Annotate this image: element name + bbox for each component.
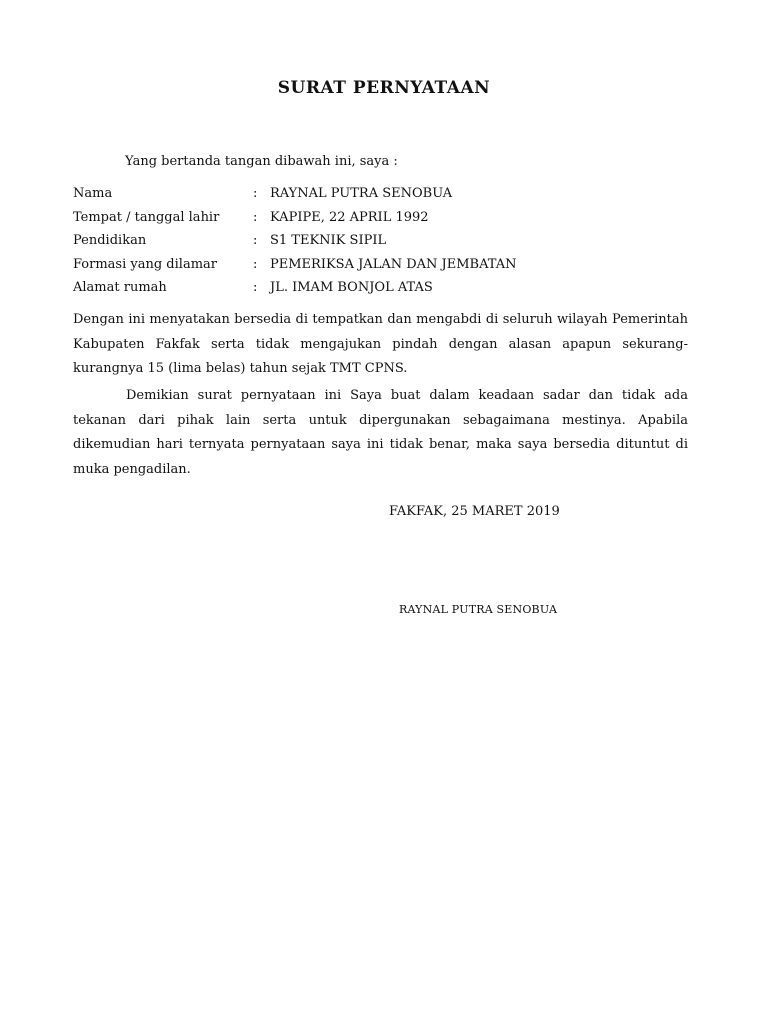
field-colon: : [253,280,258,295]
document-title: SURAT PERNYATAAN [277,78,491,98]
field-colon: : [253,256,258,272]
field-label: Nama [73,186,113,201]
field-label: Pendidikan [73,233,147,248]
field-label: Tempat / tanggal lahir [73,209,220,225]
statement-paragraph: Dengan ini menyatakan bersedia di tempatkan dan mengabdi di seluruh wilayah Pemerintah Kabupaten Fakfak serta tidak mengajukan pindah dengan alasan apapun sekurang-kurangnya 15 (lima belas) tahun sejak TMT CPNS. [73,312,688,376]
field-value: RAYNAL PUTRA SENOBUA [270,186,453,201]
field-row-pendidikan [73,231,517,255]
field-row-alamat-rumah [73,278,517,302]
field-value: KAPIPE, 22 APRIL 1992 [270,209,429,225]
field-colon: : [253,209,258,225]
field-label: Alamat rumah [73,280,167,295]
field-value: PEMERIKSA JALAN DAN JEMBATAN [270,256,517,272]
closing-paragraph: Demikian surat pernyataan ini Saya buat dalam keadaan sadar dan tidak ada tekanan dari pihak lain serta untuk dipergunakan sebagaimana mestinya. Apabila dikemudian hari ternyata pernyataan saya ini tidak benar, maka saya bersedia dituntut di muka pengadilan. [73,388,688,477]
field-value: S1 TEKNIK SIPIL [270,233,387,248]
opening-line: Yang bertanda tangan dibawah ini, saya : [125,154,398,169]
signatory-name: RAYNAL PUTRA SENOBUA [399,603,558,616]
field-row-formasi [73,255,517,279]
field-row-nama [73,184,517,208]
field-colon: : [253,233,258,248]
field-label: Formasi yang dilamar [73,256,217,272]
identity-fields [73,184,517,302]
field-colon: : [253,186,258,201]
field-value: JL. IMAM BONJOL ATAS [270,280,433,295]
field-row-tempat-tanggal-lahir [73,208,517,232]
place-date: FAKFAK, 25 MARET 2019 [389,504,560,519]
